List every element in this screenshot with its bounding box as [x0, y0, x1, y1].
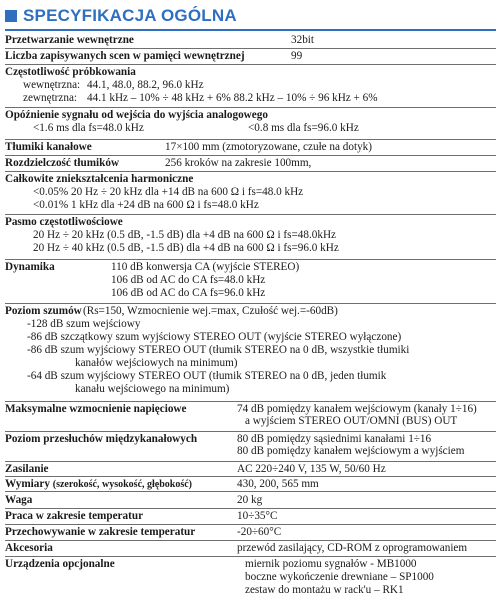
- spec-value: -20÷60°C: [237, 526, 282, 538]
- spec-value: 20 Hz ÷ 20 kHz (0.5 dB, -1.5 dB) dla +4 dB na 600 Ω i fs=48.0kHz: [33, 229, 336, 241]
- spec-label: Rozdzielczość tłumików: [5, 157, 120, 169]
- spec-label: Maksymalne wzmocnienie napięciowe: [5, 403, 187, 415]
- page-title: SPECYFIKACJA OGÓLNA: [23, 6, 237, 25]
- spec-label: Opóźnienie sygnału od wejścia do wyjścia analogowego: [5, 109, 268, 121]
- spec-label: Przetwarzanie wewnętrzne: [5, 34, 134, 46]
- spec-storage-temperature: [5, 524, 496, 540]
- spec-condition: (Rs=150, Wzmocnienie wej.=max, Czułość wej.=-60dB): [83, 305, 338, 317]
- spec-label: Waga: [5, 494, 33, 506]
- spec-value: miernik poziomu sygnałów - MB1000: [245, 558, 417, 570]
- spec-dimensions: [5, 476, 496, 491]
- spec-latency: [5, 107, 496, 139]
- spec-value: 80 dB pomiędzy kanałem wejściowym a wyjściem: [237, 445, 465, 457]
- spec-value: -64 dB szum wyjściowy STEREO OUT (tłumik STEREO na 0 dB, jeden tłumik: [27, 370, 387, 382]
- spec-label: Poziom szumów: [5, 305, 82, 317]
- spec-value: 106 dB od AC do CA fs=96.0 kHz: [111, 287, 266, 299]
- spec-value: 99: [291, 50, 303, 62]
- spec-value: 80 dB pomiędzy sąsiednimi kanałami 1÷16: [237, 433, 432, 445]
- spec-sublabel: wewnętrzna:: [23, 79, 81, 91]
- spec-label: Akcesoria: [5, 542, 53, 554]
- spec-label: Pasmo częstotliwościowe: [5, 216, 123, 228]
- spec-sublabel: zewnętrzna:: [23, 92, 78, 104]
- spec-value: 106 dB od AC do CA fs=48.0 kHz: [111, 274, 266, 286]
- spec-value: 20 Hz ÷ 40 kHz (0.5 dB, -1.5 dB) dla +4 dB na 600 Ω i fs=96.0 kHz: [33, 242, 339, 254]
- spec-internal-processing: [5, 33, 496, 47]
- spec-label: Częstotliwość próbkowania: [5, 66, 136, 78]
- spec-value: -86 dB szum wyjściowy STEREO OUT (tłumik STEREO na 0 dB, wszystkie tłumiki: [27, 344, 410, 356]
- spec-value: 110 dB konwersja CA (wyjście STEREO): [111, 261, 300, 273]
- spec-label: Dynamika: [5, 261, 55, 273]
- spec-value: a wyjściem STEREO OUT/OMNI (BUS) OUT: [245, 415, 458, 427]
- spec-operating-temperature: [5, 508, 496, 524]
- spec-value: -128 dB szum wejściowy: [27, 318, 141, 330]
- spec-dynamic-range: [5, 259, 496, 303]
- spec-value: 10÷35°C: [237, 510, 278, 522]
- spec-label: Liczba zapisywanych scen w pamięci wewnętrznej: [5, 50, 245, 62]
- spec-label: Przechowywanie w zakresie temperatur: [5, 526, 196, 538]
- spec-value: <0.01% 1 kHz dla +24 dB na 600 Ω i fs=48.0 kHz: [33, 199, 259, 211]
- spec-value: AC 220÷240 V, 135 W, 50/60 Hz: [237, 463, 386, 475]
- spec-optional-devices: [5, 556, 496, 599]
- title-underline: [5, 29, 496, 31]
- spec-value: zestaw do montażu w rack'u – RK1: [245, 584, 404, 596]
- spec-crosstalk: [5, 431, 496, 461]
- spec-max-voltage-gain: [5, 401, 496, 431]
- spec-frequency-response: [5, 214, 496, 259]
- spec-power: [5, 461, 496, 476]
- spec-value: kanałów wejściowych na minimum): [75, 357, 238, 369]
- spec-value: 44.1 kHz – 10% ÷ 48 kHz + 6% 88.2 kHz – 10% ÷ 96 kHz + 6%: [87, 92, 378, 104]
- spec-value: 74 dB pomiędzy kanałem wejściowym (kanały 1÷16): [237, 403, 477, 415]
- spec-value: 44.1, 48.0, 88.2, 96.0 kHz: [87, 79, 204, 91]
- spec-value: 256 kroków na zakresie 100mm,: [165, 157, 312, 169]
- spec-scene-memory: [5, 48, 496, 64]
- blue-square-bullet-icon: [5, 10, 17, 22]
- spec-label: Zasilanie: [5, 463, 49, 475]
- spec-value: 430, 200, 565 mm: [237, 478, 319, 490]
- spec-value: <1.6 ms dla fs=48.0 kHz: [33, 122, 144, 134]
- spec-label: Tłumiki kanałowe: [5, 141, 92, 153]
- spec-sampling-frequency: [5, 64, 496, 107]
- spec-label: Całkowite zniekształcenia harmoniczne: [5, 173, 194, 185]
- spec-value: <0.8 ms dla fs=96.0 kHz: [248, 122, 359, 134]
- spec-fader-resolution: [5, 155, 496, 171]
- spec-value: 17×100 mm (zmotoryzowane, czułe na dotyk): [165, 141, 373, 153]
- spec-label: Poziom przesłuchów międzykanałowych: [5, 433, 198, 445]
- page-header: [5, 5, 237, 27]
- spec-value: 32bit: [291, 34, 314, 46]
- spec-label: Praca w zakresie temperatur: [5, 510, 144, 522]
- spec-label: Urządzenia opcjonalne: [5, 558, 115, 570]
- spec-value: kanału wejściowego na minimum): [75, 383, 230, 395]
- spec-channel-faders: [5, 139, 496, 155]
- spec-value: -86 dB szczątkowy szum wyjściowy STEREO OUT (wyjście STEREO wyłączone): [27, 331, 402, 343]
- spec-value: boczne wykończenie drewniane – SP1000: [245, 571, 434, 583]
- spec-value: <0.05% 20 Hz ÷ 20 kHz dla +14 dB na 600 Ω i fs=48.0 kHz: [33, 186, 304, 198]
- spec-noise-level: [5, 303, 496, 401]
- spec-label-note: (szerokość, wysokość, głębokość): [52, 479, 193, 490]
- spec-accessories: [5, 540, 496, 556]
- spec-thd: [5, 171, 496, 214]
- spec-value: 20 kg: [237, 494, 263, 506]
- spec-label: Wymiary (szerokość, wysokość, głębokość): [5, 478, 193, 490]
- spec-weight: [5, 491, 496, 508]
- spec-value: przewód zasilający, CD-ROM z oprogramowaniem: [237, 542, 468, 554]
